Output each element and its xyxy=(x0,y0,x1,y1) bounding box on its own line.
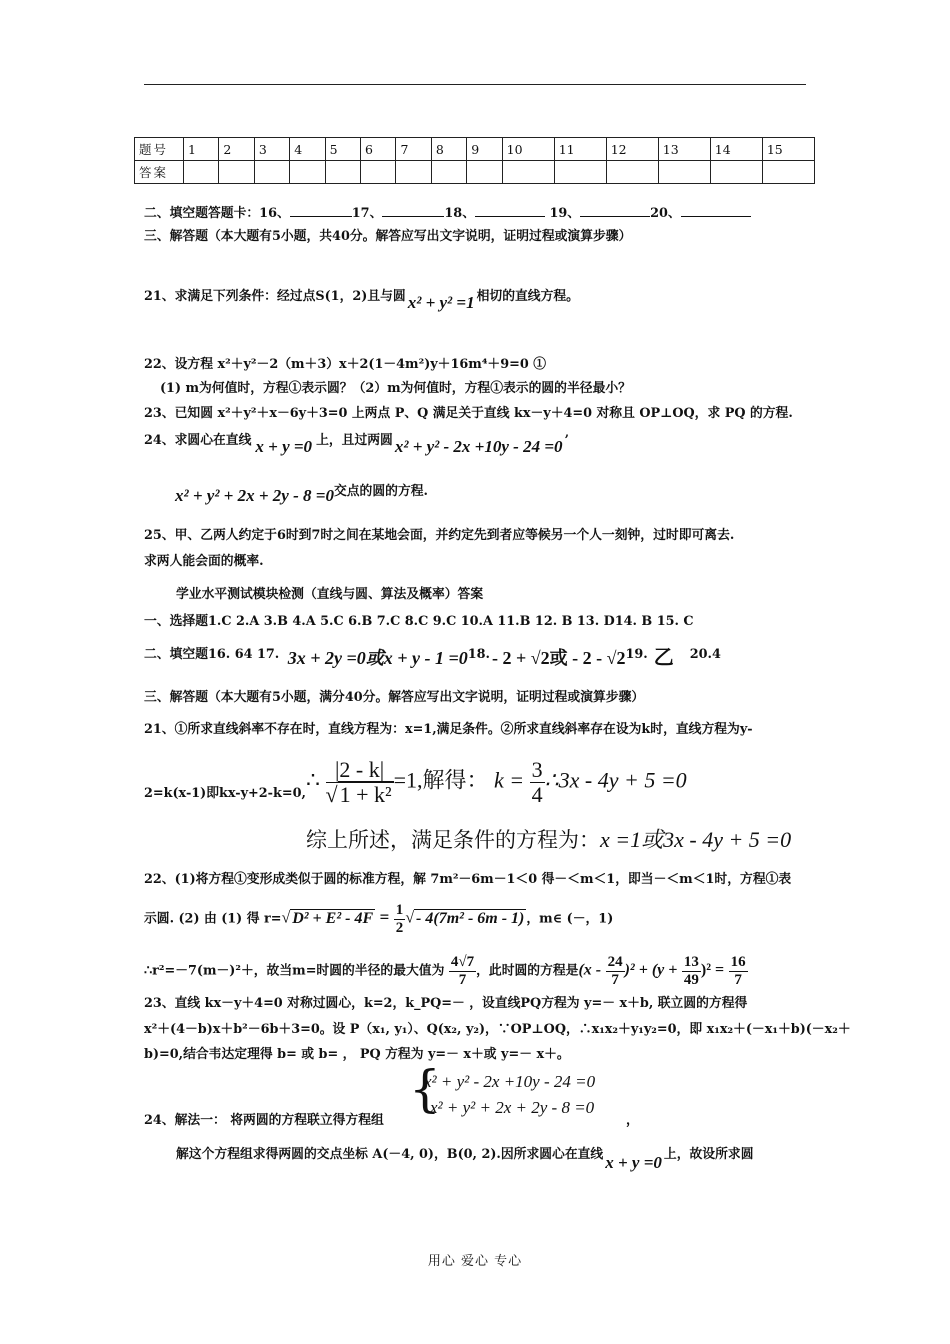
answer-23-line2: x²＋(4－b)x＋b²－6b＋3=0。设 P（x₁, y₁）、Q(x₂, y₂)，∵OP⊥OQ，∴x₁x₂＋y₁y₂=0，即 x₁x₂＋(－x₁＋b)(－x₂＋ xyxy=(144,1022,851,1037)
system-brace: { xyxy=(409,1060,441,1118)
a24-system-eq2: x² + y² + 2x + 2y - 8 =0 xyxy=(430,1098,595,1117)
a21-result: ∴3x - 4y + 5 =0 xyxy=(544,767,687,793)
a22-max-num: 4√7 xyxy=(450,954,475,970)
a21-k-fraction xyxy=(530,758,545,807)
grid-number: 10 xyxy=(502,138,554,161)
a21-k-den: 4 xyxy=(531,782,543,808)
answer-23-line1: 23、直线 kx－y＋4=0 对称过圆心，k=2，k_PQ=－ ，设直线PQ方程为 y=－ x＋b, 联立圆的方程得 xyxy=(144,996,748,1011)
a22-half-den: 2 xyxy=(395,919,404,936)
fill-item-label: 17、 xyxy=(351,206,383,221)
a21-therefore: ∴ xyxy=(306,767,320,793)
answer-grid-number-row xyxy=(135,138,815,161)
a22-frac3 xyxy=(729,954,748,988)
grid-number: 7 xyxy=(396,138,431,161)
a22-eq-part1: (x - xyxy=(578,961,602,979)
a22-frac1-den: 7 xyxy=(611,971,619,988)
a21-line2-text: 2=k(x-1)即kx-y+2-k=0, xyxy=(144,786,306,801)
answer-grid-answer-row xyxy=(135,161,815,184)
answer-title: 学业水平测试模块检测（直线与圆、算法及概率）答案 xyxy=(176,587,484,602)
question-25-line2: 求两人能会面的概率. xyxy=(144,554,264,569)
a24-line2-math: x + y =0 xyxy=(605,1153,662,1172)
q24-text1: 24、求圆心在直线 xyxy=(144,433,252,448)
grid-number: 9 xyxy=(467,138,502,161)
answer-19-label: 19. xyxy=(625,647,648,662)
answer-cell[interactable] xyxy=(396,161,431,184)
grid-number: 4 xyxy=(290,138,325,161)
page-footer: 用心 爱心 专心 xyxy=(427,1254,523,1269)
section3-heading: 三、解答题（本大题有5小题，共40分。解答应写出文字说明，证明过程或演算步骤） xyxy=(144,229,632,244)
answer-cell[interactable] xyxy=(184,161,219,184)
answer-cell[interactable] xyxy=(762,161,814,184)
answer-grid xyxy=(134,137,815,184)
answer-19-value: 乙 xyxy=(653,647,674,669)
a22-frac3-den: 7 xyxy=(734,971,742,988)
answer-21-line1: 21、①所求直线斜率不存在时，直线方程为：x=1,满足条件。②所求直线斜率存在设为k时，直线方程为y- xyxy=(144,722,753,737)
a22-eq-part2: )² + (y + xyxy=(624,961,678,979)
answer-20-label: 20.4 xyxy=(689,647,721,662)
a21-conclusion-math: x =1或3x - 4y + 5 =0 xyxy=(600,827,792,852)
q21-text: 21、求满足下列条件：经过点S(1，2)且与圆 xyxy=(144,289,406,304)
fill-item-label: 18、 xyxy=(444,206,475,221)
answer-grid-row2-label: 答案 xyxy=(135,161,184,184)
question-21 xyxy=(144,286,579,312)
a24-label: 24、解法一： 将两圆的方程联立得方程组 xyxy=(144,1113,384,1128)
a21-conclusion-text: 综上所述，满足条件的方程为： xyxy=(306,828,600,852)
a22-radicand: D² + E² - 4F xyxy=(292,909,374,927)
answer-24-line2 xyxy=(176,1144,754,1172)
answer-section3-heading: 三、解答题（本大题有5小题，满分40分。解答应写出文字说明，证明过程或演算步骤） xyxy=(144,690,645,705)
fill-blank[interactable] xyxy=(382,204,444,217)
answer-cell[interactable] xyxy=(361,161,396,184)
answer-18-label: 18. xyxy=(467,647,490,662)
q24-text3: 交点的圆的方程. xyxy=(333,484,428,499)
grid-number: 13 xyxy=(658,138,710,161)
answer-cell[interactable] xyxy=(431,161,466,184)
a22-frac1 xyxy=(606,954,625,988)
answer-cell[interactable] xyxy=(254,161,289,184)
a21-denominator: √1 + k² xyxy=(325,782,392,808)
fill-item-label: 16、 xyxy=(259,206,290,221)
a22-frac3-num: 16 xyxy=(730,954,746,970)
grid-number: 2 xyxy=(219,138,254,161)
question-22-line1: 22、设方程 x²＋y²－2（m＋3）x＋2(1－4m²)y＋16m⁴＋9=0 ① xyxy=(144,357,547,372)
q24-comma: ’ xyxy=(564,433,569,448)
answer-cell[interactable] xyxy=(290,161,325,184)
a22-max-fraction xyxy=(449,954,476,988)
fill-item-label: 19、 xyxy=(549,206,581,221)
a21-k-num: 3 xyxy=(531,757,543,782)
a22-half-num: 1 xyxy=(395,902,404,918)
answer-22-line2: 示圆. (2) 由 (1) 得 r=√ D² + E² - 4F = $\frac{1}{2}$ √ - 4(7m² - 6m - 1) ，m∈ (－，1) xyxy=(144,902,614,936)
grid-number: 6 xyxy=(361,138,396,161)
a22-line2-text: 示圆. (2) 由 (1) 得 r= xyxy=(144,911,282,927)
grid-number: 8 xyxy=(431,138,466,161)
fill-blank[interactable] xyxy=(290,204,352,217)
answer-21-conclusion xyxy=(306,823,791,854)
answer-cell[interactable] xyxy=(325,161,360,184)
grid-number: 1 xyxy=(184,138,219,161)
answer-cell[interactable] xyxy=(658,161,710,184)
answer-24-line1 xyxy=(144,1112,384,1130)
q24-math2: x² + y² - 2x +10y - 24 =0 xyxy=(394,437,563,456)
grid-number: 14 xyxy=(710,138,762,161)
answer-cell[interactable] xyxy=(554,161,606,184)
answer-21-math xyxy=(306,758,687,807)
q21-tail: 相切的直线方程。 xyxy=(476,289,579,304)
answer-cell[interactable] xyxy=(502,161,554,184)
answer-cell[interactable] xyxy=(219,161,254,184)
fill-card-line xyxy=(144,204,751,223)
q21-math: x² + y² =1 xyxy=(407,293,475,312)
a22-half xyxy=(394,902,406,936)
answer-grid-row1-label: 题号 xyxy=(135,138,184,161)
a22-eq: = xyxy=(379,907,390,927)
a21-solve-text: =1,解得： xyxy=(393,767,489,793)
answer-17-math: 3x + 2y =0或x + y - 1 =0 xyxy=(287,648,468,668)
answer-fill-prefix: 二、填空题16. 64 17. xyxy=(144,647,280,662)
q24-math3: x² + y² + 2x + 2y - 8 =0 xyxy=(175,486,334,505)
grid-number: 11 xyxy=(554,138,606,161)
answer-18-math: - 2 + √2或 - 2 - √2 xyxy=(491,648,626,668)
fill-card-prefix: 二、填空题答题卡： xyxy=(144,206,260,221)
fill-item-label: 20、 xyxy=(650,206,681,221)
question-22-line2: (1) m为何值时，方程①表示圆？（2）m为何值时，方程①表示的圆的半径最小？ xyxy=(160,381,631,396)
answer-cell[interactable] xyxy=(606,161,658,184)
a24-line2-tail: 上，故设所求圆 xyxy=(663,1147,754,1162)
answer-23-line3: b)=0,结合韦达定理得 b= 或 b= ， PQ 方程为 y=－ x＋或 y=－ x＋。 xyxy=(144,1047,570,1062)
a22-frac2-num: 13 xyxy=(683,954,699,970)
question-25-line1: 25、甲、乙两人约定于6时到7时之间在某地会面，并约定先到者应等候另一个人一刻钟，过时即可离去. xyxy=(144,528,735,543)
a21-k: k = xyxy=(494,767,525,793)
fill-blank[interactable] xyxy=(580,204,650,217)
answer-22-line1: 22、(1)将方程①变形成类似于圆的标准方程，解 7m²－6m－1＜0 得－＜m＜1，即当－＜m＜1时，方程①表 xyxy=(144,872,792,887)
a22-line3-text: ∴r²=－7(m－)²＋，故当m=时圆的半径的最大值为 xyxy=(144,963,445,979)
a24-system-eq1: x² + y² - 2x +10y - 24 =0 xyxy=(424,1072,596,1091)
a22-radicand2: - 4(7m² - 6m - 1) xyxy=(416,909,525,927)
grid-number: 15 xyxy=(762,138,814,161)
question-24-line1 xyxy=(144,430,569,456)
a21-denominator-radicand: 1 + k² xyxy=(339,782,392,808)
answer-fill xyxy=(144,643,721,669)
q24-text2: 上，且过两圆 xyxy=(316,433,393,448)
grid-number: 12 xyxy=(606,138,658,161)
a22-max-den: 7 xyxy=(458,971,467,988)
fill-blank[interactable] xyxy=(681,204,751,217)
answer-22-line3 xyxy=(144,954,748,988)
a21-fraction xyxy=(326,758,394,807)
a22-line3-mid: ，此时圆的方程是 xyxy=(476,963,579,979)
grid-number: 3 xyxy=(254,138,289,161)
a22-eq-part3: )² = xyxy=(700,961,725,979)
q24-math1: x + y =0 xyxy=(255,437,313,456)
a21-numerator: |2 - k| xyxy=(326,758,394,783)
a22-line2-tail: ，m∈ (－，1) xyxy=(526,911,614,927)
answer-choice: 一、选择题1.C 2.A 3.B 4.A 5.C 6.B 7.C 8.C 9.C 10.A 11.B 12. B 13. D14. B 15. C xyxy=(144,614,694,629)
a22-frac2 xyxy=(682,954,701,988)
a24-comma: ， xyxy=(626,1113,639,1128)
question-23: 23、已知圆 x²＋y²＋x－6y＋3=0 上两点 P、Q 满足关于直线 kx－y＋4=0 对称且 OP⊥OQ，求 PQ 的方程. xyxy=(144,406,793,421)
answer-cell[interactable] xyxy=(467,161,502,184)
a22-frac1-num: 24 xyxy=(607,954,623,970)
answer-cell[interactable] xyxy=(710,161,762,184)
a24-line2-text: 解这个方程组求得两圆的交点坐标 A(－4, 0)，B(0, 2).因所求圆心在直线 xyxy=(176,1147,604,1162)
question-24-line2 xyxy=(175,481,428,505)
header-rule xyxy=(144,84,806,85)
grid-number: 5 xyxy=(325,138,360,161)
answer-21-line2 xyxy=(144,785,306,803)
fill-blank[interactable] xyxy=(475,204,545,217)
a22-frac2-den: 49 xyxy=(683,971,699,988)
